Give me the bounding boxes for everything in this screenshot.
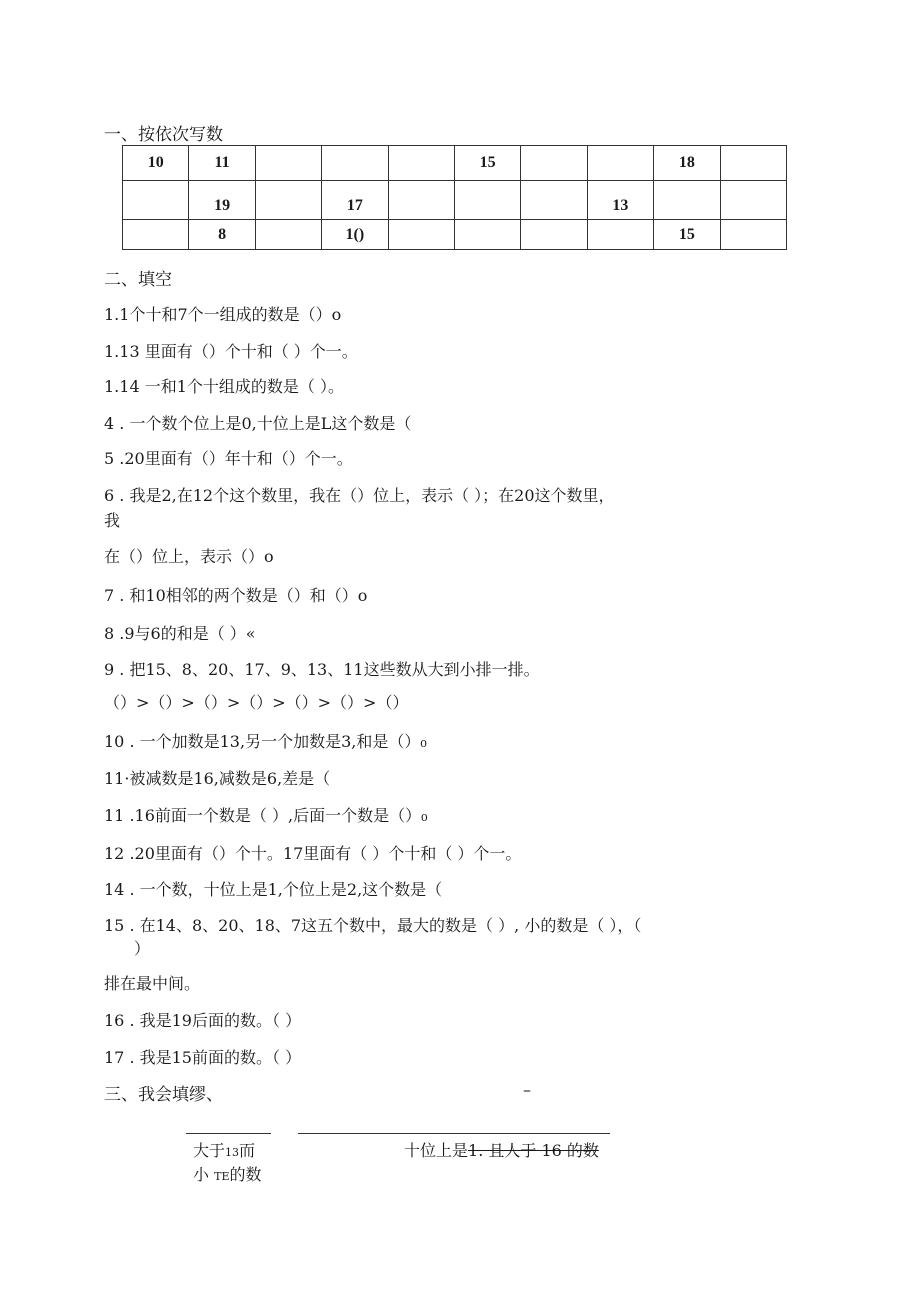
table-row: [123, 181, 787, 220]
question-6: 6 . 我是2,在12个这个数里，我在（）位上，表示（ ）；在20这个数里，: [104, 486, 615, 505]
question-16: 16 . 我是19后面的数。（ ）: [104, 1011, 302, 1030]
table-cell: 1(): [322, 220, 388, 250]
box2-prefix: 十位上是: [404, 1141, 469, 1160]
table-cell: [255, 220, 321, 250]
section3-dash: –: [523, 1080, 531, 1099]
question-3: 1.14 一和1个十组成的数是（ ）。: [104, 377, 344, 396]
table-row: [123, 220, 787, 250]
section1-title: 一、按依次写数: [104, 125, 223, 145]
table-cell: 10: [123, 146, 189, 181]
box2-text: [404, 1138, 599, 1161]
question-8: 8 .9与6的和是（ ）«: [104, 624, 256, 643]
table-cell: 15: [454, 146, 520, 181]
table-cell: [720, 146, 786, 181]
box1-line2-number: TE: [214, 1170, 230, 1183]
box1-line2-a: 小: [193, 1165, 210, 1184]
table-cell: [587, 146, 653, 181]
question-11a: 11·被减数是16,减数是6,差是（: [104, 769, 331, 788]
box1-line1: [193, 1138, 255, 1161]
table-cell: [123, 220, 189, 250]
table-cell: [388, 146, 454, 181]
table-cell: [454, 220, 520, 250]
table-cell: [587, 220, 653, 250]
table-cell: 19: [189, 181, 255, 220]
table-cell: [654, 181, 720, 220]
question-14: 14 . 一个数，十位上是1,个位上是2,这个数是（: [104, 880, 443, 899]
table-cell: [255, 181, 321, 220]
table-cell: [720, 220, 786, 250]
table-cell: [521, 146, 587, 181]
table-row: [123, 146, 787, 181]
box1-line1-b: 而: [239, 1141, 256, 1160]
question-6-line2: 在（）位上，表示（）o: [104, 547, 274, 566]
table-cell: 13: [587, 181, 653, 220]
question-10: 10 . 一个加数是13,另一个加数是3,和是（）₀: [104, 732, 427, 751]
box1-line1-number: 13: [225, 1146, 240, 1159]
question-12: 12 .20里面有（）个十。17里面有（ ）个十和（ ）个一。: [104, 844, 522, 863]
number-sequence-table: [122, 145, 787, 250]
table-cell: [123, 181, 189, 220]
table-cell: [521, 181, 587, 220]
table-cell: [388, 220, 454, 250]
table-cell: 8: [189, 220, 255, 250]
table-cell: [521, 220, 587, 250]
box2-top-line: [298, 1133, 610, 1134]
table-cell: 18: [654, 146, 720, 181]
question-9: 9 . 把15、8、20、17、9、13、11这些数从大到小排一排。: [104, 660, 540, 679]
section2-title: 二、填空: [104, 270, 172, 290]
question-1: 1.1个十和7个一组成的数是（）o: [104, 305, 342, 324]
table-cell: 15: [654, 220, 720, 250]
question-6-cont: 我: [104, 511, 121, 530]
question-9-answer-row: （）>（）>（）>（）>（）>（）>（）: [104, 693, 409, 712]
table-cell: 17: [322, 181, 388, 220]
table-cell: [720, 181, 786, 220]
question-15: 15 . 在14、8、20、18、7这五个数中，最大的数是（ ）, 小的数是（ ），（: [104, 916, 642, 935]
table-cell: [388, 181, 454, 220]
question-7: 7 . 和10相邻的两个数是（）和（）o: [104, 586, 368, 605]
question-11b: 11 .16前面一个数是（ ）,后面一个数是（）₀: [104, 806, 428, 825]
box1-line1-a: 大于: [193, 1141, 226, 1160]
box1-line2: [193, 1162, 262, 1185]
table-cell: 11: [189, 146, 255, 181]
question-15-cont: ）: [134, 939, 151, 958]
table-cell: [454, 181, 520, 220]
question-17: 17 . 我是15前面的数。（ ）: [104, 1048, 302, 1067]
box1-top-line: [186, 1133, 271, 1134]
question-5: 5 .20里面有（）年十和（）个一。: [104, 449, 353, 468]
box1-line2-b: 的数: [229, 1165, 262, 1184]
section3-title: 三、我会填缪、: [104, 1085, 223, 1105]
table-cell: [322, 146, 388, 181]
question-2: 1.13 里面有（）个十和（ ）个一。: [104, 342, 358, 361]
question-4: 4 . 一个数个位上是0,十位上是L这个数是（: [104, 414, 412, 433]
table-cell: [255, 146, 321, 181]
question-15-line2: 排在最中间。: [104, 974, 201, 993]
box2-struck-text: 1. 且人于 16 的数: [468, 1141, 599, 1160]
